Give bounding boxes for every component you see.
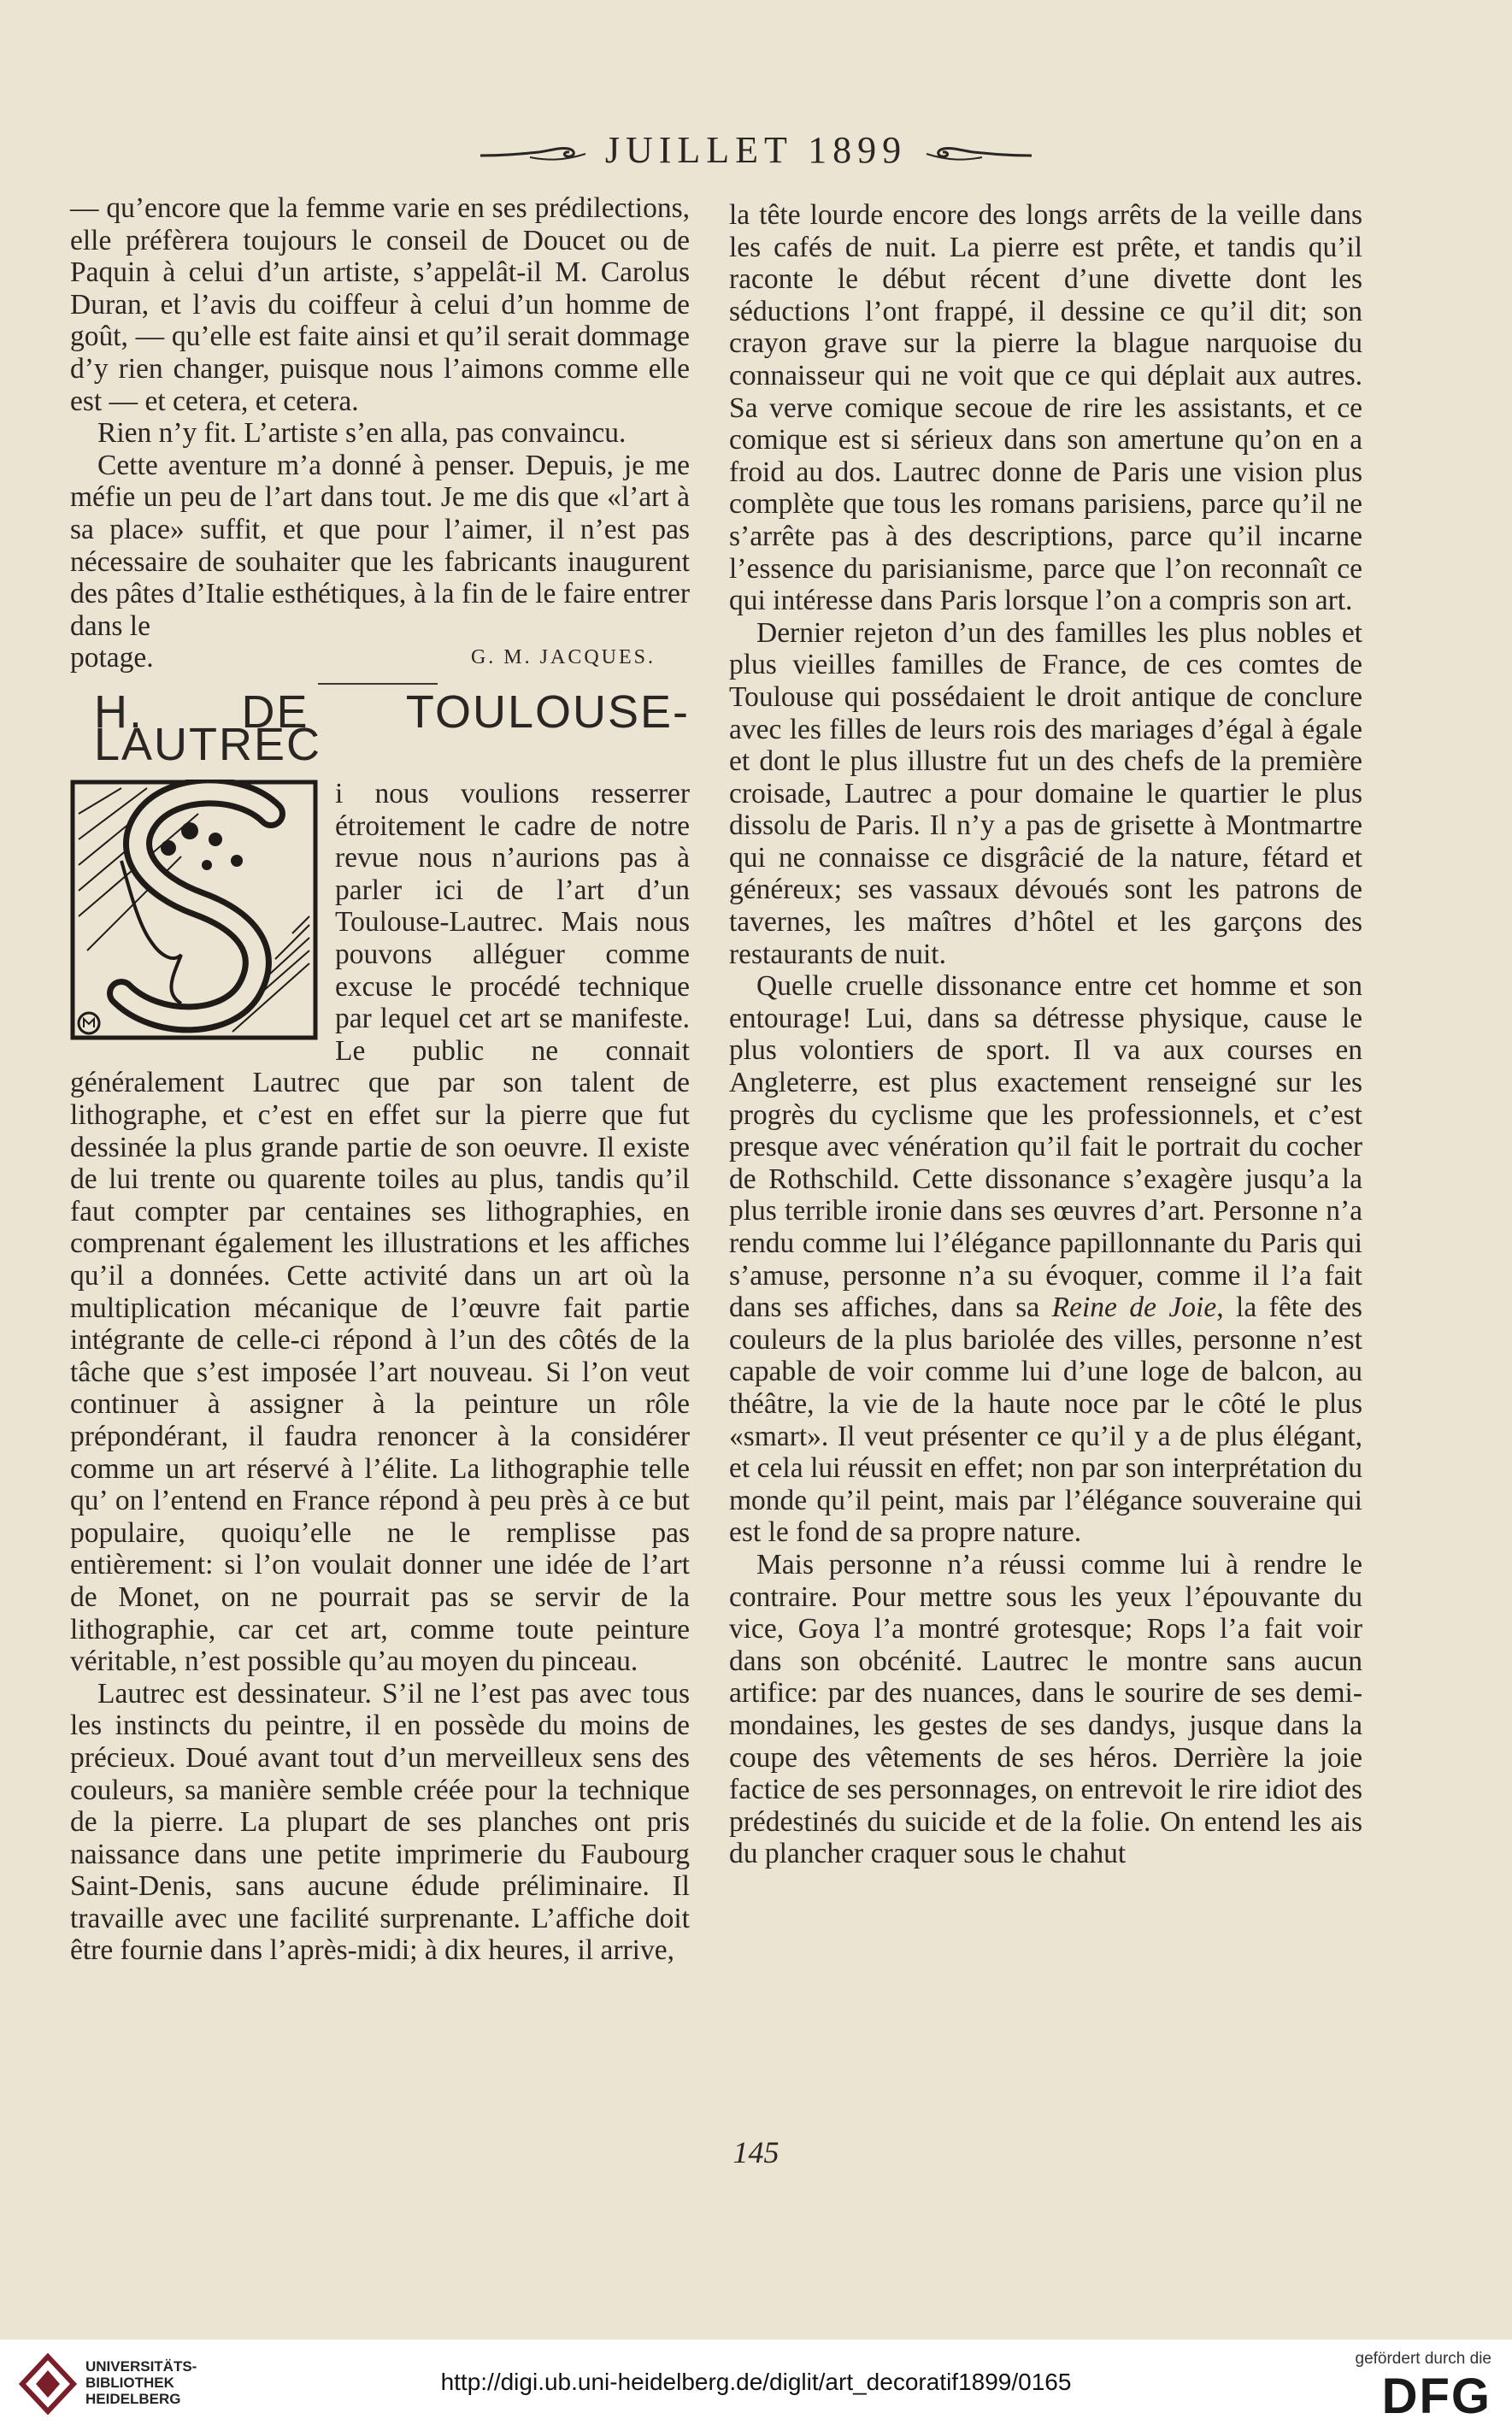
paragraph: Dernier rejeton d’un des familles les plus nobles et plus vieilles familles de France, de ces comtes de Toulouse qui possédaient le droit antique de conclure avec les filles de leurs rois des mariages d’égal à égale et dont le plus illustre fut un des chefs de la première croisade, Lautrec a pour domaine le quartier le plus dissolu de Paris. Il n’y a pas de grisette à Montmartre qui ne connaisse ce disgrâcié de la nature, fétard et généreux; ses vassaux dévoués sont les patrons de tavernes, les maîtres d’hôtel et les garçons des restaurants de nuit.: [729, 616, 1362, 970]
right-column: [729, 199, 1362, 1870]
paragraph: la tête lourde encore des longs arrêts de la veille dans les cafés de nuit. La pierre est prête, et tandis qu’il raconte le début récent d’une divette dont les séductions l’ont frappé, il dessine ce qu’il dit; son crayon grave sur la pierre la blague narquoise du connaisseur qui ne voit que ce qui déplait aux autres. Sa verve comique secoue de rire les assistants, et ce comique est si sérieux dans son amertune qu’on en a froid au dos. Lautrec donne de Paris une vision plus complète que tous les romans parisiens, parce qu’il ne s’arrête pas à des descriptions, parce qu’il incarne l’essence du parisianisme, parce que l’on reconnaît ce qui intéresse dans Paris lorsque l’on a compris son art.: [729, 199, 1362, 617]
paragraph-end: potage.: [70, 642, 154, 674]
section-divider: [318, 683, 438, 685]
digitization-footer: [0, 2340, 1512, 2425]
paragraph-text: Quelle cruelle dissonance entre cet homme et son entourage! Lui, dans sa détresse physique, cause le plus volontiers de sport. Il va aux courses en Angleterre, est plus exactement renseigné sur les progrès du cyclisme que les professionnels, et c’est presque avec vénération qu’il fait le portrait du cocher de Rothschild. Cette dissonance s’exagère jusqu’a la plus terrible ironie dans ses œuvres d’art. Personne n’a rendu comme lui l’élégance papillonnante du Paris qui s’amuse, personne n’a su évoquer, comme il l’a fait dans ses affiches, dans sa: [729, 970, 1362, 1324]
paragraph-text: , la fête des couleurs de la plus bariolée des villes, personne n’est capable de voir comme lui d’une loge de balcon, au théâtre, la vie de la haute noce par le côté le plus «smart». Il veut présenter ce qu’il y a de plus élégant, et cela lui réussit en effet; non par son interprétation du monde qu’il peint, mais par l’élégance souveraine qui est le fond de sa propre nature.: [729, 1292, 1362, 1549]
paragraph: i nous voulions resserrer étroitement le cadre de notre revue nous n’aurions pas à parler ici de l’art d’un Toulouse-Lautrec. Mais nous pouvons alléguer comme excuse le procédé technique par lequel cet art se manifeste. Le public ne connait généralement Lautrec que par son talent de lithographe, et c’est en effet sur la pierre que fut dessinée la plus grande partie de son oeuvre. Il existe de lui trente ou quarente toiles au plus, tandis qu’il faut compter par centaines ses lithographies, en comprenant également les illustrations et les affiches qu’il a données. Cette activité dans un art où la multiplication mécanique de l’œuvre fait partie intégrante de celle-ci répond à l’un des côtés de la tâche que s’est imposée l’art nouveau. Si l’on veut continuer à assigner à la peinture un rôle prépondérant, il faudra renoncer à la considérer comme un art réservé à l’élite. La lithographie telle qu’ on l’entend en France répond à peu près à ce but populaire, quoiqu’elle ne le remplisse pas entièrement: si l’on voulait donner une idée de l’art de Monet, on ne pourrait pas se servir de la lithographie, car cet art, comme toute peinture véritable, n’est possible qu’au moyen du pinceau.: [70, 778, 690, 1678]
paragraph: Lautrec est dessinateur. S’il ne l’est pas avec tous les instincts du peintre, il en possède du moins de précieux. Doué avant tout d’un merveilleux sens des couleurs, sa manière semble créée pour la technique de la pierre. La plupart de ses planches ont pris naissance dans une petite imprimerie du Faubourg Saint-Denis, sans aucune édude préliminaire. Il travaille avec une facilité surprenante. L’affiche doit être fournie dans l’après-midi; à dix heures, il arrive,: [70, 1677, 690, 1967]
left-ornament-icon: [479, 144, 590, 164]
paragraph: — qu’encore que la femme varie en ses prédilections, elle préfèrera toujours le conseil de Doucet ou de Paquin à celui d’un artiste, s’appelât-il M. Carolus Duran, et l’avis du coiffeur à celui d’un homme de goût, — qu’elle est faite ainsi et qu’il serait dommage d’y rien changer, puisque nous l’aimons comme elle est — et cetera, et cetera.: [70, 192, 690, 417]
author-signature: G. M. JACQUES.: [470, 646, 656, 669]
italic-title: Reine de Joie: [1051, 1292, 1217, 1324]
funding-caption: gefördert durch die: [1355, 2350, 1491, 2368]
right-ornament-icon: [922, 144, 1033, 164]
paragraph: [729, 970, 1362, 1549]
paragraph: Cette aventure m’a donné à penser. Depuis, je me méfie un peu de l’art dans tout. Je me dis que «l’art à sa place» suffit, et que pour l’aimer, il n’est pas nécessaire de souhaiter que les fabricants inaugurent des pâtes d’Italie esthétiques, à la fin de le faire entrer dans le: [70, 449, 690, 642]
signature-line: [70, 642, 690, 674]
header-title: JUILLET 1899: [604, 129, 908, 171]
paragraph: Mais personne n’a réussi comme lui à rendre le contraire. Pour mettre sous les yeux l’épouvante du vice, Goya l’a montré grotesque; Rops l’a fait voir dans son obcénité. Lautrec le montre sans aucun artifice: par des nuances, dans le sourire de ses demi-mondaines, les gestes de ses dandys, jusque dans la coupe des vêtements de ses héros. Derrière la joie factice de ses personnages, on entrevoit le rire idiot des prédestinés du suicide et de la folie. On entend les ais du plancher craquer sous le chahut: [729, 1548, 1362, 1870]
decorative-initial-s-icon: [70, 780, 318, 1040]
left-column: [70, 192, 690, 1967]
dfg-logo: DFG: [1381, 2369, 1491, 2424]
university-name: UNIVERSITÄTS- BIBLIOTHEK HEIDELBERG: [85, 2358, 197, 2407]
paragraph: Rien n’y fit. L’artiste s’en alla, pas convaincu.: [97, 417, 627, 450]
source-url-link[interactable]: http://digi.ub.uni-heidelberg.de/diglit/art_decoratif1899/0165: [440, 2369, 1072, 2395]
page-number: 145: [732, 2135, 780, 2169]
article-title: H. DE TOULOUSE-LAUTREC: [94, 686, 690, 770]
running-header: [0, 128, 1512, 172]
